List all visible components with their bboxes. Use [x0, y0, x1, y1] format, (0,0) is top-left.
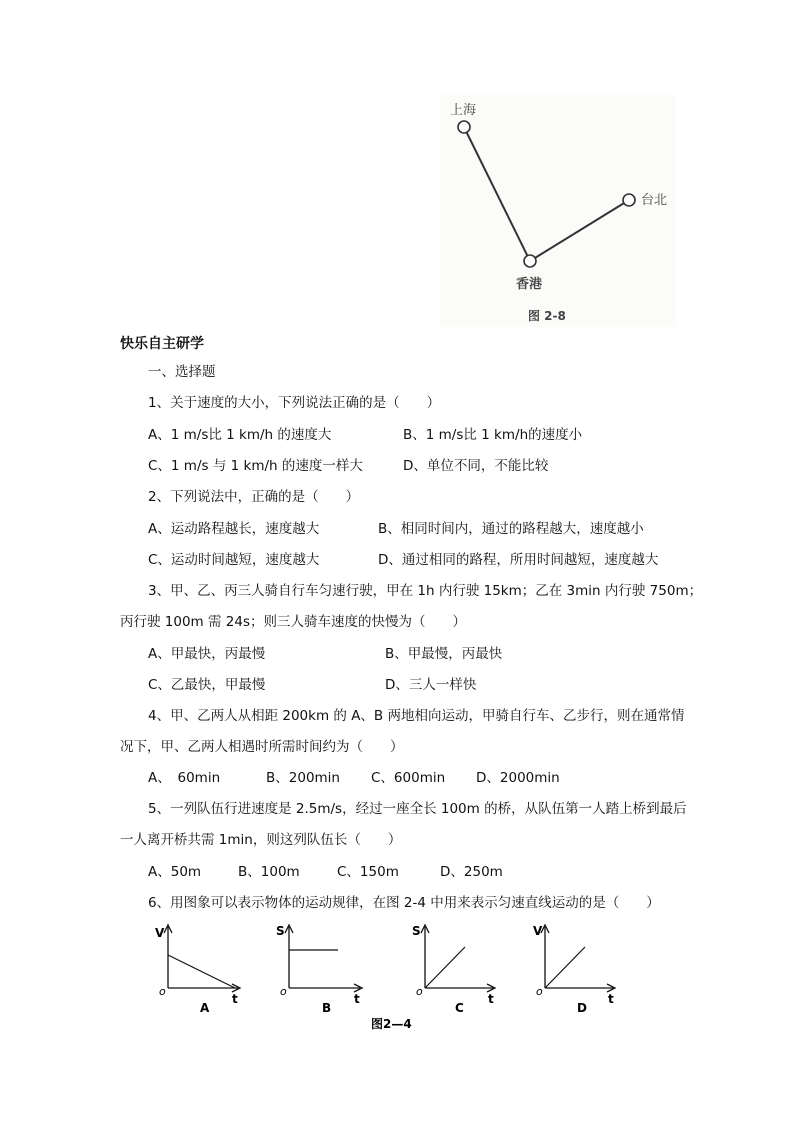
graph-d-letter: D: [577, 1001, 587, 1015]
question-2-stem: 2、下列说法中，正确的是（ ）: [148, 489, 360, 505]
graph-d-x-label: t: [608, 992, 614, 1006]
graph-a-letter: A: [200, 1001, 210, 1015]
question-5-stem-line-1: 5、一列队伍行进速度是 2.5m/s，经过一座全长 100m 的桥，从队伍第一人踏上桥到最后: [148, 801, 687, 817]
question-4-option-c: C、600min: [371, 770, 446, 786]
city-label-hongkong: 香港: [516, 277, 543, 292]
question-1-option-b: B、1 m/s比 1 km/h的速度小: [403, 427, 583, 443]
graph-c-x-label: t: [488, 992, 494, 1006]
question-4-option-a: A、 60min: [148, 770, 221, 786]
graph-c: [412, 924, 495, 1015]
question-3-stem-line-1: 3、甲、乙、丙三人骑自行车匀速行驶，甲在 1h 内行驶 15km；乙在 3min 内行驶 750m；: [148, 583, 703, 599]
question-3-option-d: D、三人一样快: [385, 677, 477, 693]
question-4-option-d: D、2000min: [476, 770, 560, 786]
graph-a-y-label: V: [155, 926, 165, 940]
graphs-caption: 图2—4: [371, 1017, 412, 1031]
graph-b-letter: B: [322, 1001, 332, 1015]
graph-b-x-label: t: [354, 992, 360, 1006]
graph-c-line: [425, 947, 465, 988]
graph-d: [533, 924, 615, 1015]
graph-c-y-label: S: [412, 924, 421, 938]
graph-a-x-label: t: [232, 992, 238, 1006]
city-label-shanghai: 上海: [450, 103, 477, 118]
part-title: 一、选择题: [148, 364, 216, 380]
question-5-option-a: A、50m: [148, 864, 202, 880]
question-4-stem-line-1: 4、甲、乙两人从相距 200km 的 A、B 两地相向运动，甲骑自行车、乙步行，则在通常情: [148, 708, 685, 724]
question-4-stem-line-2: 况下，甲、乙两人相遇时所需时间约为（ ）: [120, 739, 404, 755]
question-3-stem-line-2: 丙行驶 100m 需 24s；则三人骑车速度的快慢为（ ）: [120, 614, 467, 630]
graph-d-origin: o: [536, 985, 543, 998]
question-2-option-a: A、运动路程越长，速度越大: [148, 521, 320, 537]
graph-c-origin: o: [416, 985, 423, 998]
section-title: 快乐自主研学: [120, 336, 204, 352]
graph-b-origin: o: [280, 985, 287, 998]
question-5-option-c: C、150m: [337, 864, 399, 880]
question-2-option-d: D、通过相同的路程，所用时间越短，速度越大: [378, 552, 659, 568]
city-label-taipei: 台北: [641, 193, 668, 208]
question-1-option-d: D、单位不同，不能比较: [403, 458, 549, 474]
graph-b: [276, 924, 362, 1015]
graph-a-line: [168, 955, 235, 988]
question-5-stem-line-2: 一人离开桥共需 1min，则这列队伍长（ ）: [120, 832, 402, 848]
question-5-option-d: D、250m: [440, 864, 503, 880]
graph-a-origin: o: [159, 985, 166, 998]
question-2-option-b: B、相同时间内，通过的路程越大，速度越小: [378, 521, 644, 537]
question-5-option-b: B、100m: [238, 864, 300, 880]
question-3-option-c: C、乙最快，甲最慢: [148, 677, 266, 693]
map-caption: 图 2-8: [528, 309, 566, 323]
graph-b-y-label: S: [276, 924, 285, 938]
graph-d-y-label: V: [533, 924, 543, 938]
graph-a: [155, 925, 240, 1015]
graph-c-letter: C: [455, 1001, 464, 1015]
question-1-stem: 1、关于速度的大小，下列说法正确的是（ ）: [148, 395, 441, 411]
question-4-option-b: B、200min: [266, 770, 340, 786]
question-3-option-b: B、甲最慢，丙最快: [385, 646, 503, 662]
question-3-option-a: A、甲最快，丙最慢: [148, 646, 266, 662]
question-1-option-c: C、1 m/s 与 1 km/h 的速度一样大: [148, 458, 363, 474]
question-6-stem: 6、用图象可以表示物体的运动规律，在图 2-4 中用来表示匀速直线运动的是（ ）: [148, 895, 660, 911]
question-1-option-a: A、1 m/s比 1 km/h 的速度大: [148, 427, 332, 443]
graph-d-line: [545, 947, 585, 988]
question-2-option-c: C、运动时间越短，速度越大: [148, 552, 320, 568]
